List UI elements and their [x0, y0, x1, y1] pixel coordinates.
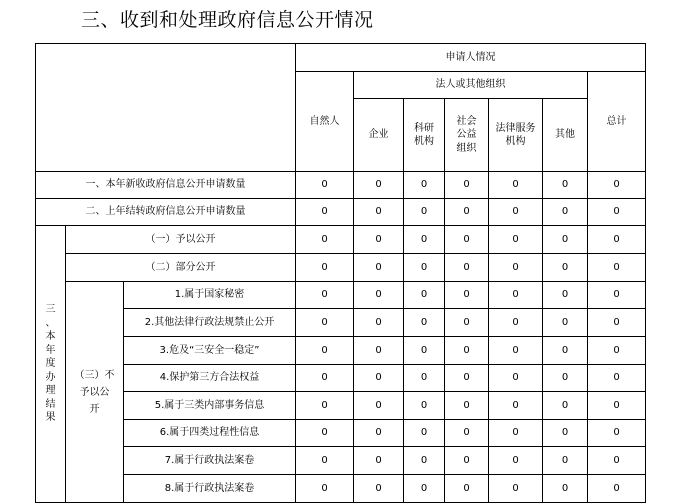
- cell-value: 0: [354, 447, 404, 475]
- cell-value: 0: [296, 365, 354, 392]
- cell-value: 0: [445, 199, 489, 226]
- cell-value: 0: [404, 392, 445, 420]
- cell-value: 0: [404, 420, 445, 447]
- cell-value: 0: [296, 226, 354, 254]
- cell-value: 0: [296, 254, 354, 282]
- cell-value: 0: [354, 309, 404, 337]
- row-label: 8.属于行政执法案卷: [124, 475, 296, 503]
- cell-value: 0: [354, 337, 404, 365]
- cell-value: 0: [296, 475, 354, 503]
- info-disclosure-table: [35, 43, 646, 503]
- header-research: [404, 99, 445, 172]
- cell-value: 0: [543, 420, 588, 447]
- cell-value: 0: [404, 282, 445, 309]
- table-row: [36, 475, 646, 503]
- row-label: 3.危及“三安全一稳定”: [124, 337, 296, 365]
- row-label: 一、本年新收政府信息公开申请数量: [36, 172, 296, 199]
- table-row: [36, 447, 646, 475]
- header-legal-group: 法人或其他组织: [354, 72, 588, 99]
- cell-value: 0: [445, 337, 489, 365]
- table-row: [36, 337, 646, 365]
- cell-value: 0: [543, 447, 588, 475]
- cell-value: 0: [588, 226, 646, 254]
- cell-value: 0: [445, 420, 489, 447]
- header-natural-person: 自然人: [296, 72, 354, 172]
- cell-value: 0: [489, 447, 543, 475]
- row-label: （一）予以公开: [66, 226, 296, 254]
- cell-value: 0: [489, 199, 543, 226]
- cell-value: 0: [543, 309, 588, 337]
- sub-label: （三）不 予以公 开: [74, 369, 115, 415]
- table-row: [36, 365, 646, 392]
- cell-value: 0: [489, 282, 543, 309]
- cell-value: 0: [543, 254, 588, 282]
- cell-value: 0: [588, 282, 646, 309]
- header-legal-service: [489, 99, 543, 172]
- row-label: 7.属于行政执法案卷: [124, 447, 296, 475]
- cell-value: 0: [445, 172, 489, 199]
- header-blank-cell: [36, 44, 296, 172]
- row-label: 5.属于三类内部事务信息: [124, 392, 296, 420]
- sub-label-cell: [66, 282, 124, 503]
- cell-value: 0: [543, 337, 588, 365]
- cell-value: 0: [588, 172, 646, 199]
- cell-value: 0: [588, 420, 646, 447]
- side-label: 三 、 本 年 度 办 理 结 果: [45, 304, 56, 424]
- cell-value: 0: [489, 226, 543, 254]
- header-enterprise: 企业: [354, 99, 404, 172]
- cell-value: 0: [296, 309, 354, 337]
- cell-value: 0: [404, 172, 445, 199]
- cell-value: 0: [354, 365, 404, 392]
- cell-value: 0: [489, 337, 543, 365]
- row-label: 4.保护第三方合法权益: [124, 365, 296, 392]
- cell-value: 0: [588, 447, 646, 475]
- cell-value: 0: [354, 199, 404, 226]
- table-row: [36, 420, 646, 447]
- cell-value: 0: [543, 365, 588, 392]
- cell-value: 0: [588, 199, 646, 226]
- header-total: 总计: [588, 72, 646, 172]
- cell-value: 0: [588, 337, 646, 365]
- cell-value: 0: [543, 392, 588, 420]
- cell-value: 0: [404, 365, 445, 392]
- cell-value: 0: [588, 475, 646, 503]
- cell-value: 0: [489, 475, 543, 503]
- cell-value: 0: [354, 254, 404, 282]
- cell-value: 0: [588, 365, 646, 392]
- row-label: 1.属于国家秘密: [124, 282, 296, 309]
- table-row: [36, 309, 646, 337]
- cell-value: 0: [296, 447, 354, 475]
- cell-value: 0: [489, 392, 543, 420]
- cell-value: 0: [296, 392, 354, 420]
- header-public-welfare: [445, 99, 489, 172]
- cell-value: 0: [354, 392, 404, 420]
- cell-value: 0: [354, 226, 404, 254]
- table-row: [36, 172, 646, 199]
- cell-value: 0: [489, 420, 543, 447]
- cell-value: 0: [445, 226, 489, 254]
- cell-value: 0: [404, 254, 445, 282]
- cell-value: 0: [404, 199, 445, 226]
- cell-value: 0: [354, 475, 404, 503]
- cell-value: 0: [296, 337, 354, 365]
- cell-value: 0: [296, 282, 354, 309]
- cell-value: 0: [543, 282, 588, 309]
- cell-value: 0: [489, 365, 543, 392]
- table-row: [36, 199, 646, 226]
- cell-value: 0: [489, 309, 543, 337]
- cell-value: 0: [404, 475, 445, 503]
- cell-value: 0: [296, 172, 354, 199]
- table-row: [36, 392, 646, 420]
- header-public-welfare-text: 社会 公益 组织: [456, 115, 477, 154]
- cell-value: 0: [445, 475, 489, 503]
- cell-value: 0: [404, 226, 445, 254]
- table-row: [36, 226, 646, 254]
- row-label: （二）部分公开: [66, 254, 296, 282]
- header-other: 其他: [543, 99, 588, 172]
- cell-value: 0: [445, 254, 489, 282]
- cell-value: 0: [445, 309, 489, 337]
- cell-value: 0: [489, 254, 543, 282]
- cell-value: 0: [445, 365, 489, 392]
- header-research-text: 科研 机构: [414, 122, 435, 147]
- cell-value: 0: [489, 172, 543, 199]
- row-label: 二、上年结转政府信息公开申请数量: [36, 199, 296, 226]
- page-title: 三、收到和处理政府信息公开情况: [81, 9, 374, 31]
- cell-value: 0: [354, 282, 404, 309]
- row-label: 2.其他法律行政法规禁止公开: [124, 309, 296, 337]
- cell-value: 0: [543, 226, 588, 254]
- side-label-cell: [36, 226, 66, 503]
- cell-value: 0: [543, 475, 588, 503]
- cell-value: 0: [404, 447, 445, 475]
- row-label: 6.属于四类过程性信息: [124, 420, 296, 447]
- cell-value: 0: [354, 420, 404, 447]
- cell-value: 0: [588, 254, 646, 282]
- cell-value: 0: [296, 420, 354, 447]
- cell-value: 0: [588, 392, 646, 420]
- cell-value: 0: [445, 282, 489, 309]
- cell-value: 0: [404, 337, 445, 365]
- header-applicant: 申请人情况: [296, 44, 646, 72]
- table-row: [36, 254, 646, 282]
- cell-value: 0: [404, 309, 445, 337]
- cell-value: 0: [588, 309, 646, 337]
- header-legal-service-text: 法律服务 机构: [495, 122, 536, 147]
- cell-value: 0: [543, 199, 588, 226]
- cell-value: 0: [354, 172, 404, 199]
- cell-value: 0: [445, 447, 489, 475]
- cell-value: 0: [445, 392, 489, 420]
- table-row: [36, 282, 646, 309]
- cell-value: 0: [543, 172, 588, 199]
- cell-value: 0: [296, 199, 354, 226]
